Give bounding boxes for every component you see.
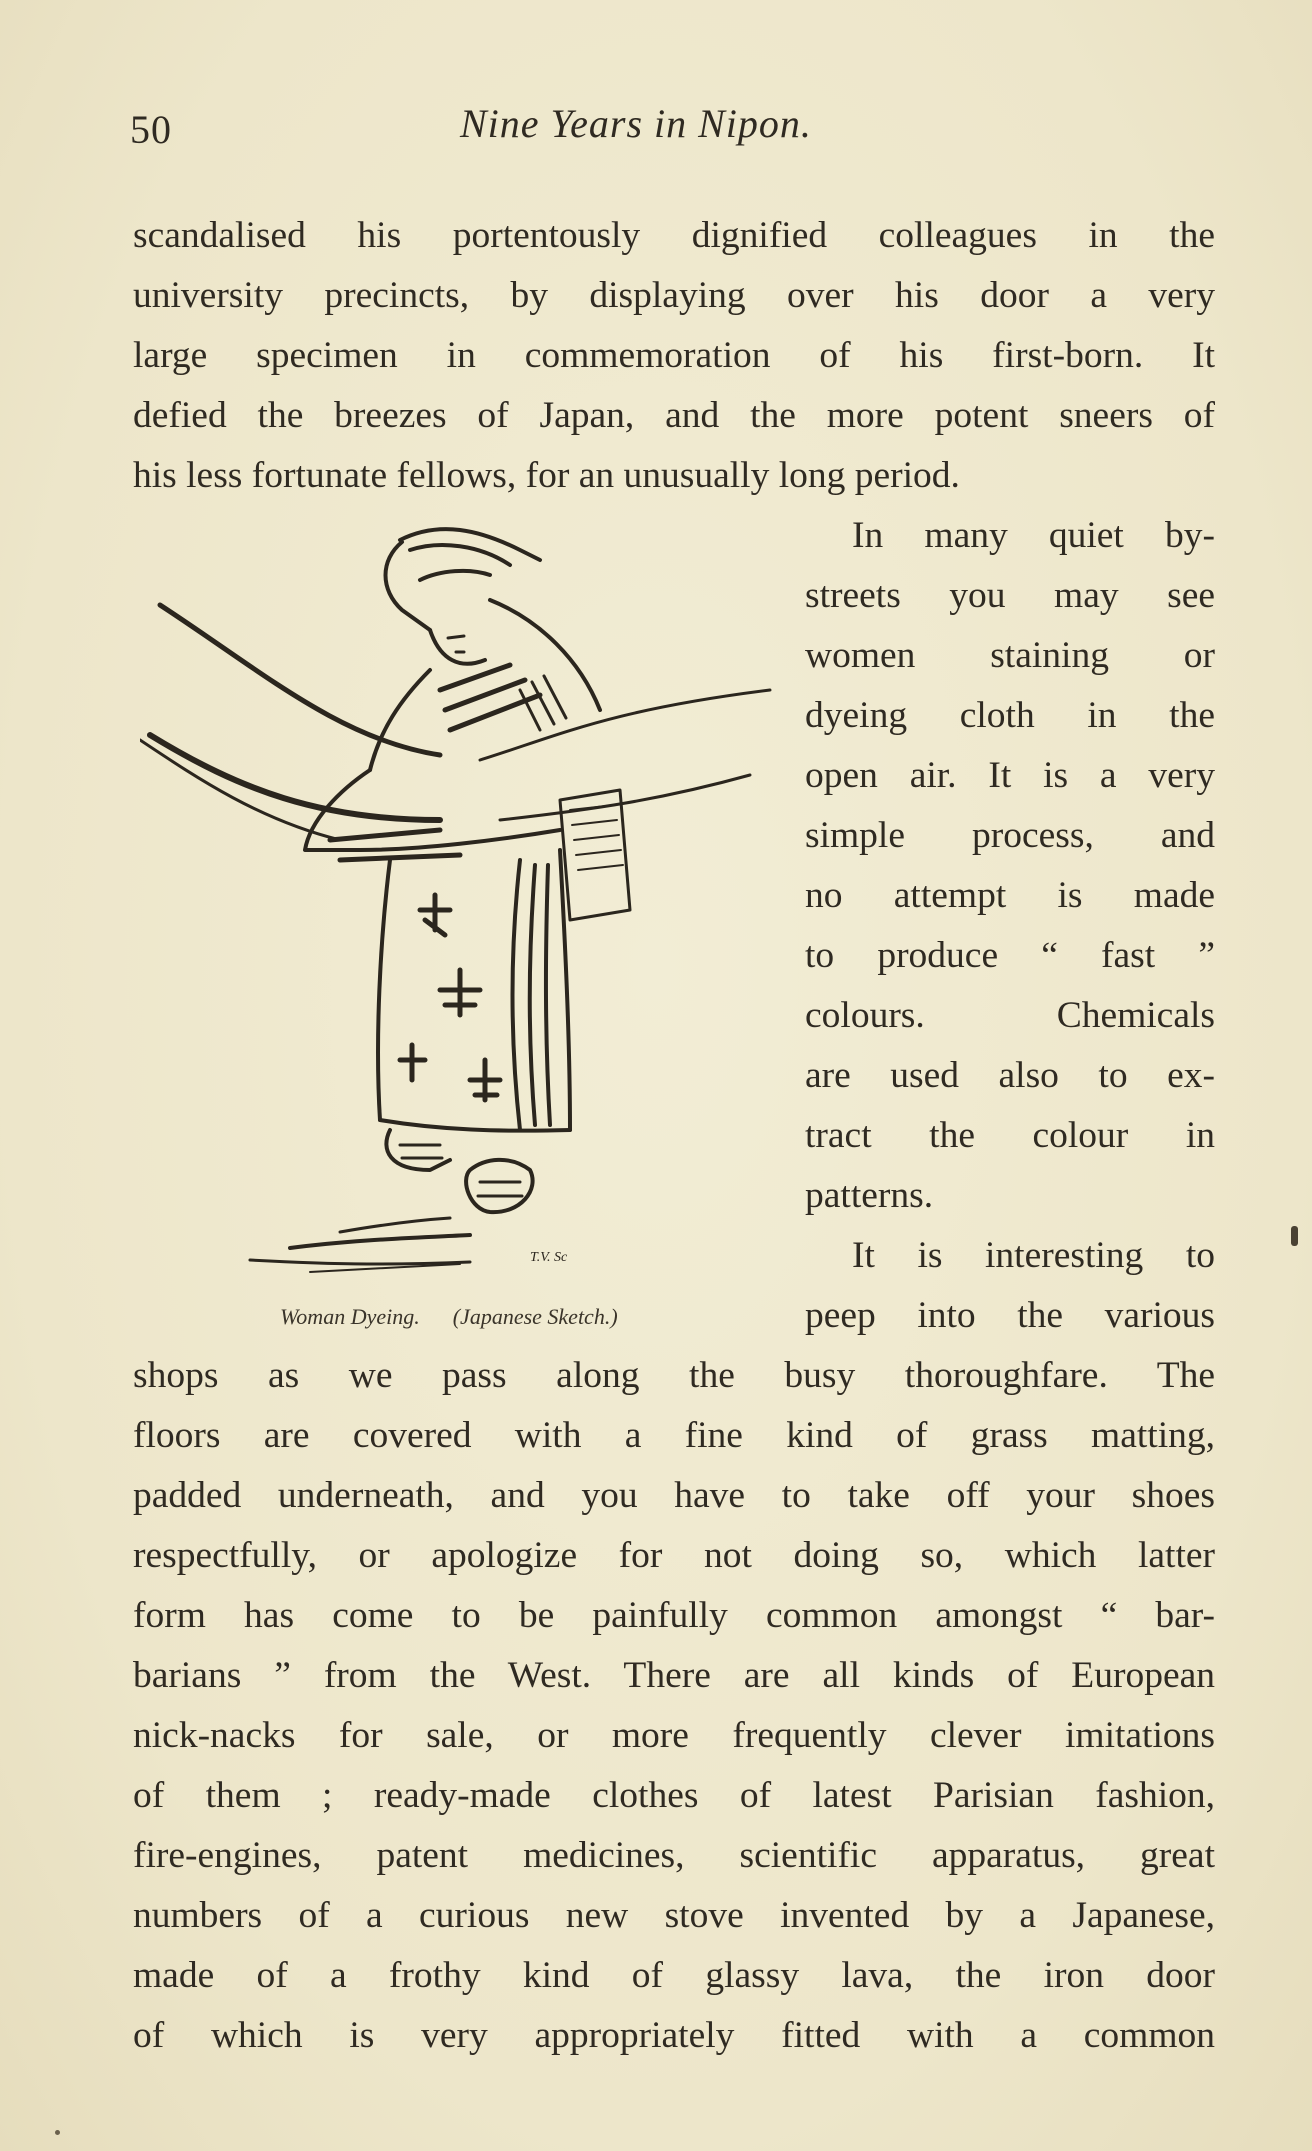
text-line: patterns. [805,1175,934,1216]
page-edge-mark [1291,1226,1298,1246]
text-line: simple process, and [805,815,1215,856]
page-header [130,100,1220,160]
text-line: form has come to be painfully common amongst “ bar- [133,1595,1215,1636]
text-line: women staining or [805,635,1215,676]
text-line: made of a frothy kind of glassy lava, the iron door [133,1955,1215,1996]
text-line: of them ; ready-made clothes of latest Parisian fashion, [133,1775,1215,1816]
engraver-mark: T.V. Sc [530,1250,568,1265]
text-line: nick-nacks for sale, or more frequently clever imitations [133,1715,1215,1756]
text-line: colours. Chemicals [805,995,1215,1036]
text-line: padded underneath, and you have to take off your shoes [133,1475,1215,1516]
text-line: open air. It is a very [805,755,1215,796]
text-line: streets you may see [805,575,1215,616]
text-line: to produce “ fast ” [805,935,1215,976]
text-line: dyeing cloth in the [805,695,1215,736]
text-line: no attempt is made [805,875,1215,916]
running-title: Nine Years in Nipon. [460,101,812,146]
text-line: respectfully, or apologize for not doing so, which latter [133,1535,1215,1576]
figure-caption [280,1304,750,1330]
text-line: are used also to ex- [805,1055,1215,1096]
page-number: 50 [130,107,172,152]
caption-title: Woman Dyeing. [280,1304,420,1329]
text-line: barians ” from the West. There are all kinds of European [133,1655,1215,1696]
text-line: numbers of a curious new stove invented by a Japanese, [133,1895,1215,1936]
text-line: peep into the various [805,1295,1215,1336]
woman-dyeing-illustration [140,520,780,1300]
text-line: floors are covered with a fine kind of grass matting, [133,1415,1215,1456]
text-line: defied the breezes of Japan, and the more potent sneers of [133,395,1215,436]
text-line: of which is very appropriately fitted with a common [133,2015,1215,2056]
text-line: It is interesting to [852,1235,1215,1276]
text-line: In many quiet by- [852,515,1215,556]
text-line: fire-engines, patent medicines, scientific apparatus, great [133,1835,1215,1876]
text-line: shops as we pass along the busy thoroughfare. The [133,1355,1215,1396]
woodcut-sketch [140,520,780,1300]
text-line: university precincts, by displaying over his door a very [133,275,1215,316]
text-line: scandalised his portentously dignified colleagues in the [133,215,1215,256]
text-line: tract the colour in [805,1115,1215,1156]
paper-speck [55,2130,60,2135]
text-line: large specimen in commemoration of his first-born. It [133,335,1215,376]
text-line: his less fortunate fellows, for an unusually long period. [133,455,960,496]
caption-source: (Japanese Sketch.) [452,1304,618,1329]
